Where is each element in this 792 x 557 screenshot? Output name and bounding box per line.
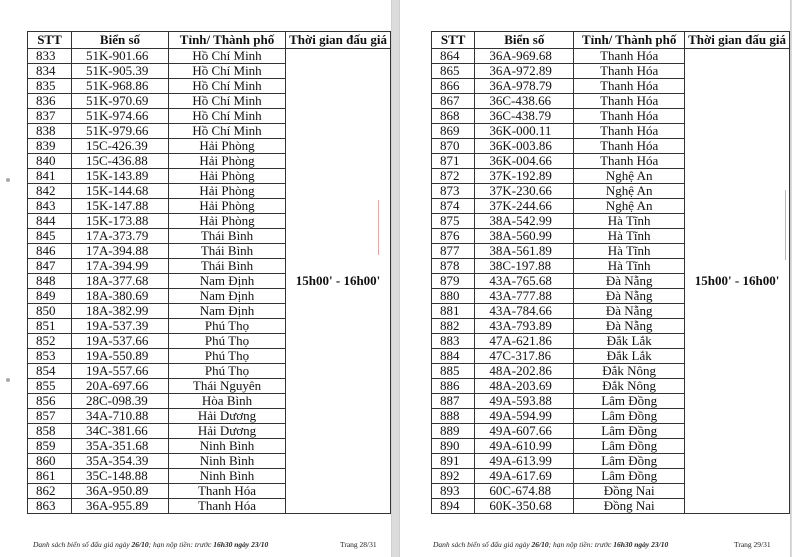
row-plate: 49A-594.99 xyxy=(475,409,574,424)
page-29 xyxy=(399,0,791,557)
row-plate: 51K-968.86 xyxy=(71,79,168,94)
row-province: Lâm Đồng xyxy=(574,424,685,439)
row-province: Lâm Đồng xyxy=(574,394,685,409)
page-number: Trang 28/31 xyxy=(340,540,377,549)
row-plate: 51K-974.66 xyxy=(71,109,168,124)
row-plate: 20A-697.66 xyxy=(71,379,168,394)
row-stt: 868 xyxy=(432,109,475,124)
row-plate: 60K-350.68 xyxy=(475,499,574,514)
row-plate: 36K-003.86 xyxy=(475,139,574,154)
row-stt: 890 xyxy=(432,439,475,454)
row-province: Phú Thọ xyxy=(168,334,285,349)
row-province: Đà Nẵng xyxy=(574,304,685,319)
row-stt: 874 xyxy=(432,199,475,214)
page-footer: Danh sách biển số đấu giá ngày 26/10; hạn nộp tiền: trước 16h30 ngày 23/10 xyxy=(433,540,669,549)
row-stt: 867 xyxy=(432,94,475,109)
row-province: Hải Dương xyxy=(168,424,285,439)
row-stt: 854 xyxy=(28,364,72,379)
row-plate: 36A-972.89 xyxy=(475,64,574,79)
row-plate: 15K-144.68 xyxy=(71,184,168,199)
row-province: Đắk Nông xyxy=(574,379,685,394)
row-stt: 835 xyxy=(28,79,72,94)
row-stt: 893 xyxy=(432,484,475,499)
row-stt: 855 xyxy=(28,379,72,394)
row-plate: 19A-537.39 xyxy=(71,319,168,334)
row-province: Ninh Bình xyxy=(168,439,285,454)
row-stt: 864 xyxy=(432,49,475,64)
row-province: Thái Bình xyxy=(168,229,285,244)
row-plate: 47C-317.86 xyxy=(475,349,574,364)
row-province: Lâm Đồng xyxy=(574,409,685,424)
row-stt: 844 xyxy=(28,214,72,229)
header-stt: STT xyxy=(28,32,72,49)
row-plate: 43A-777.88 xyxy=(475,289,574,304)
table-header-row xyxy=(432,32,790,49)
row-plate: 60C-674.88 xyxy=(475,484,574,499)
row-plate: 49A-607.66 xyxy=(475,424,574,439)
row-plate: 18A-382.99 xyxy=(71,304,168,319)
row-stt: 857 xyxy=(28,409,72,424)
row-plate: 48A-202.86 xyxy=(475,364,574,379)
row-plate: 51K-970.69 xyxy=(71,94,168,109)
row-plate: 34A-710.88 xyxy=(71,409,168,424)
row-stt: 852 xyxy=(28,334,72,349)
row-stt: 888 xyxy=(432,409,475,424)
row-province: Hòa Bình xyxy=(168,394,285,409)
row-plate: 49A-593.88 xyxy=(475,394,574,409)
row-province: Thanh Hóa xyxy=(574,154,685,169)
row-province: Thanh Hóa xyxy=(574,79,685,94)
row-stt: 866 xyxy=(432,79,475,94)
row-province: Đắk Lắk xyxy=(574,349,685,364)
row-province: Hải Phòng xyxy=(168,169,285,184)
row-stt: 863 xyxy=(28,499,72,514)
row-province: Thanh Hóa xyxy=(574,139,685,154)
row-stt: 873 xyxy=(432,184,475,199)
header-stt: STT xyxy=(432,32,475,49)
row-stt: 834 xyxy=(28,64,72,79)
row-plate: 48A-203.69 xyxy=(475,379,574,394)
header-plate: Biển số xyxy=(475,32,574,49)
row-stt: 838 xyxy=(28,124,72,139)
row-stt: 837 xyxy=(28,109,72,124)
row-province: Hải Phòng xyxy=(168,154,285,169)
row-plate: 38C-197.88 xyxy=(475,259,574,274)
row-plate: 18A-377.68 xyxy=(71,274,168,289)
row-stt: 842 xyxy=(28,184,72,199)
row-province: Hồ Chí Minh xyxy=(168,124,285,139)
row-province: Thanh Hóa xyxy=(574,94,685,109)
row-plate: 35A-354.39 xyxy=(71,454,168,469)
row-stt: 833 xyxy=(28,49,72,64)
row-province: Nam Định xyxy=(168,289,285,304)
row-province: Nam Định xyxy=(168,274,285,289)
row-province: Phú Thọ xyxy=(168,364,285,379)
header-province: Tỉnh/ Thành phố xyxy=(574,32,685,49)
row-province: Ninh Bình xyxy=(168,454,285,469)
header-time: Thời gian đấu giá xyxy=(286,32,391,49)
row-stt: 841 xyxy=(28,169,72,184)
row-province: Phú Thọ xyxy=(168,349,285,364)
punch-hole xyxy=(6,178,10,182)
row-province: Thanh Hóa xyxy=(574,109,685,124)
row-stt: 836 xyxy=(28,94,72,109)
row-stt: 860 xyxy=(28,454,72,469)
row-stt: 883 xyxy=(432,334,475,349)
row-plate: 38A-542.99 xyxy=(475,214,574,229)
row-plate: 36A-978.79 xyxy=(475,79,574,94)
row-plate: 49A-610.99 xyxy=(475,439,574,454)
row-province: Nghệ An xyxy=(574,184,685,199)
row-province: Thanh Hóa xyxy=(168,499,285,514)
row-province: Đà Nẵng xyxy=(574,319,685,334)
row-province: Đắk Lắk xyxy=(574,334,685,349)
row-plate: 38A-561.89 xyxy=(475,244,574,259)
auction-time-cell: 15h00' - 16h00' xyxy=(286,49,391,514)
page-number: Trang 29/31 xyxy=(734,540,771,549)
auction-time-cell: 15h00' - 16h00' xyxy=(685,49,790,514)
row-province: Hồ Chí Minh xyxy=(168,94,285,109)
row-province: Đắk Nông xyxy=(574,364,685,379)
row-stt: 870 xyxy=(432,139,475,154)
row-province: Hải Phòng xyxy=(168,214,285,229)
row-province: Hồ Chí Minh xyxy=(168,79,285,94)
row-stt: 884 xyxy=(432,349,475,364)
row-stt: 858 xyxy=(28,424,72,439)
row-plate: 36K-000.11 xyxy=(475,124,574,139)
row-stt: 869 xyxy=(432,124,475,139)
row-plate: 19A-550.89 xyxy=(71,349,168,364)
row-plate: 36C-438.66 xyxy=(475,94,574,109)
row-plate: 36A-955.89 xyxy=(71,499,168,514)
row-plate: 51K-979.66 xyxy=(71,124,168,139)
row-plate: 43A-765.68 xyxy=(475,274,574,289)
row-plate: 17A-394.88 xyxy=(71,244,168,259)
row-stt: 881 xyxy=(432,304,475,319)
plate-table xyxy=(27,31,391,514)
row-province: Hà Tĩnh xyxy=(574,259,685,274)
row-plate: 36K-004.66 xyxy=(475,154,574,169)
row-province: Thanh Hóa xyxy=(574,49,685,64)
table-row xyxy=(28,49,391,64)
table-header-row xyxy=(28,32,391,49)
row-stt: 887 xyxy=(432,394,475,409)
row-province: Đồng Nai xyxy=(574,499,685,514)
table-row xyxy=(432,49,790,64)
row-stt: 891 xyxy=(432,454,475,469)
row-province: Nghệ An xyxy=(574,199,685,214)
row-province: Ninh Bình xyxy=(168,469,285,484)
row-plate: 37K-230.66 xyxy=(475,184,574,199)
row-plate: 37K-244.66 xyxy=(475,199,574,214)
row-province: Đà Nẵng xyxy=(574,289,685,304)
row-province: Phú Thọ xyxy=(168,319,285,334)
row-stt: 880 xyxy=(432,289,475,304)
row-stt: 875 xyxy=(432,214,475,229)
row-province: Hà Tĩnh xyxy=(574,214,685,229)
row-province: Thái Bình xyxy=(168,259,285,274)
row-province: Hải Phòng xyxy=(168,199,285,214)
row-province: Nghệ An xyxy=(574,169,685,184)
row-plate: 36A-950.89 xyxy=(71,484,168,499)
row-stt: 879 xyxy=(432,274,475,289)
row-plate: 35C-148.88 xyxy=(71,469,168,484)
row-stt: 853 xyxy=(28,349,72,364)
row-province: Nam Định xyxy=(168,304,285,319)
row-stt: 840 xyxy=(28,154,72,169)
row-stt: 871 xyxy=(432,154,475,169)
row-plate: 51K-901.66 xyxy=(71,49,168,64)
row-stt: 876 xyxy=(432,229,475,244)
row-plate: 43A-793.89 xyxy=(475,319,574,334)
row-plate: 18A-380.69 xyxy=(71,289,168,304)
row-plate: 37K-192.89 xyxy=(475,169,574,184)
row-plate: 15K-173.88 xyxy=(71,214,168,229)
row-stt: 878 xyxy=(432,259,475,274)
row-plate: 15C-436.88 xyxy=(71,154,168,169)
row-stt: 882 xyxy=(432,319,475,334)
row-stt: 859 xyxy=(28,439,72,454)
row-stt: 862 xyxy=(28,484,72,499)
row-plate: 34C-381.66 xyxy=(71,424,168,439)
row-stt: 886 xyxy=(432,379,475,394)
header-province: Tỉnh/ Thành phố xyxy=(168,32,285,49)
row-province: Lâm Đồng xyxy=(574,454,685,469)
row-province: Thái Bình xyxy=(168,244,285,259)
row-plate: 15C-426.39 xyxy=(71,139,168,154)
row-stt: 872 xyxy=(432,169,475,184)
row-stt: 892 xyxy=(432,469,475,484)
plate-table xyxy=(431,31,790,514)
row-province: Hà Tĩnh xyxy=(574,244,685,259)
row-stt: 848 xyxy=(28,274,72,289)
row-plate: 15K-147.88 xyxy=(71,199,168,214)
row-province: Thanh Hóa xyxy=(574,124,685,139)
row-plate: 36C-438.79 xyxy=(475,109,574,124)
margin-mark xyxy=(378,200,387,255)
row-stt: 894 xyxy=(432,499,475,514)
row-stt: 839 xyxy=(28,139,72,154)
row-province: Hồ Chí Minh xyxy=(168,49,285,64)
row-plate: 51K-905.39 xyxy=(71,64,168,79)
row-plate: 43A-784.66 xyxy=(475,304,574,319)
row-plate: 35A-351.68 xyxy=(71,439,168,454)
row-plate: 28C-098.39 xyxy=(71,394,168,409)
row-province: Hồ Chí Minh xyxy=(168,64,285,79)
row-stt: 861 xyxy=(28,469,72,484)
row-province: Hải Phòng xyxy=(168,139,285,154)
row-stt: 846 xyxy=(28,244,72,259)
row-plate: 47A-621.86 xyxy=(475,334,574,349)
punch-hole xyxy=(6,378,10,382)
row-province: Thái Nguyên xyxy=(168,379,285,394)
page-28 xyxy=(0,0,392,557)
row-province: Hồ Chí Minh xyxy=(168,109,285,124)
row-plate: 17A-394.99 xyxy=(71,259,168,274)
row-province: Thanh Hóa xyxy=(168,484,285,499)
row-plate: 19A-537.66 xyxy=(71,334,168,349)
row-plate: 38A-560.99 xyxy=(475,229,574,244)
row-stt: 885 xyxy=(432,364,475,379)
row-province: Hải Dương xyxy=(168,409,285,424)
row-stt: 843 xyxy=(28,199,72,214)
row-plate: 36A-969.68 xyxy=(475,49,574,64)
row-stt: 851 xyxy=(28,319,72,334)
row-province: Đồng Nai xyxy=(574,484,685,499)
row-stt: 850 xyxy=(28,304,72,319)
margin-mark xyxy=(785,190,791,260)
row-province: Lâm Đồng xyxy=(574,439,685,454)
row-plate: 15K-143.89 xyxy=(71,169,168,184)
row-stt: 889 xyxy=(432,424,475,439)
row-plate: 49A-617.69 xyxy=(475,469,574,484)
row-stt: 856 xyxy=(28,394,72,409)
row-plate: 17A-373.79 xyxy=(71,229,168,244)
row-stt: 849 xyxy=(28,289,72,304)
row-province: Đà Nẵng xyxy=(574,274,685,289)
row-stt: 847 xyxy=(28,259,72,274)
row-province: Lâm Đồng xyxy=(574,469,685,484)
row-province: Hải Phòng xyxy=(168,184,285,199)
row-stt: 865 xyxy=(432,64,475,79)
row-plate: 19A-557.66 xyxy=(71,364,168,379)
header-plate: Biển số xyxy=(71,32,168,49)
row-province: Thanh Hóa xyxy=(574,64,685,79)
row-plate: 49A-613.99 xyxy=(475,454,574,469)
row-stt: 845 xyxy=(28,229,72,244)
header-time: Thời gian đấu giá xyxy=(685,32,790,49)
page-footer: Danh sách biển số đấu giá ngày 26/10; hạn nộp tiền: trước 16h30 ngày 23/10 xyxy=(33,540,269,549)
row-stt: 877 xyxy=(432,244,475,259)
row-province: Hà Tĩnh xyxy=(574,229,685,244)
